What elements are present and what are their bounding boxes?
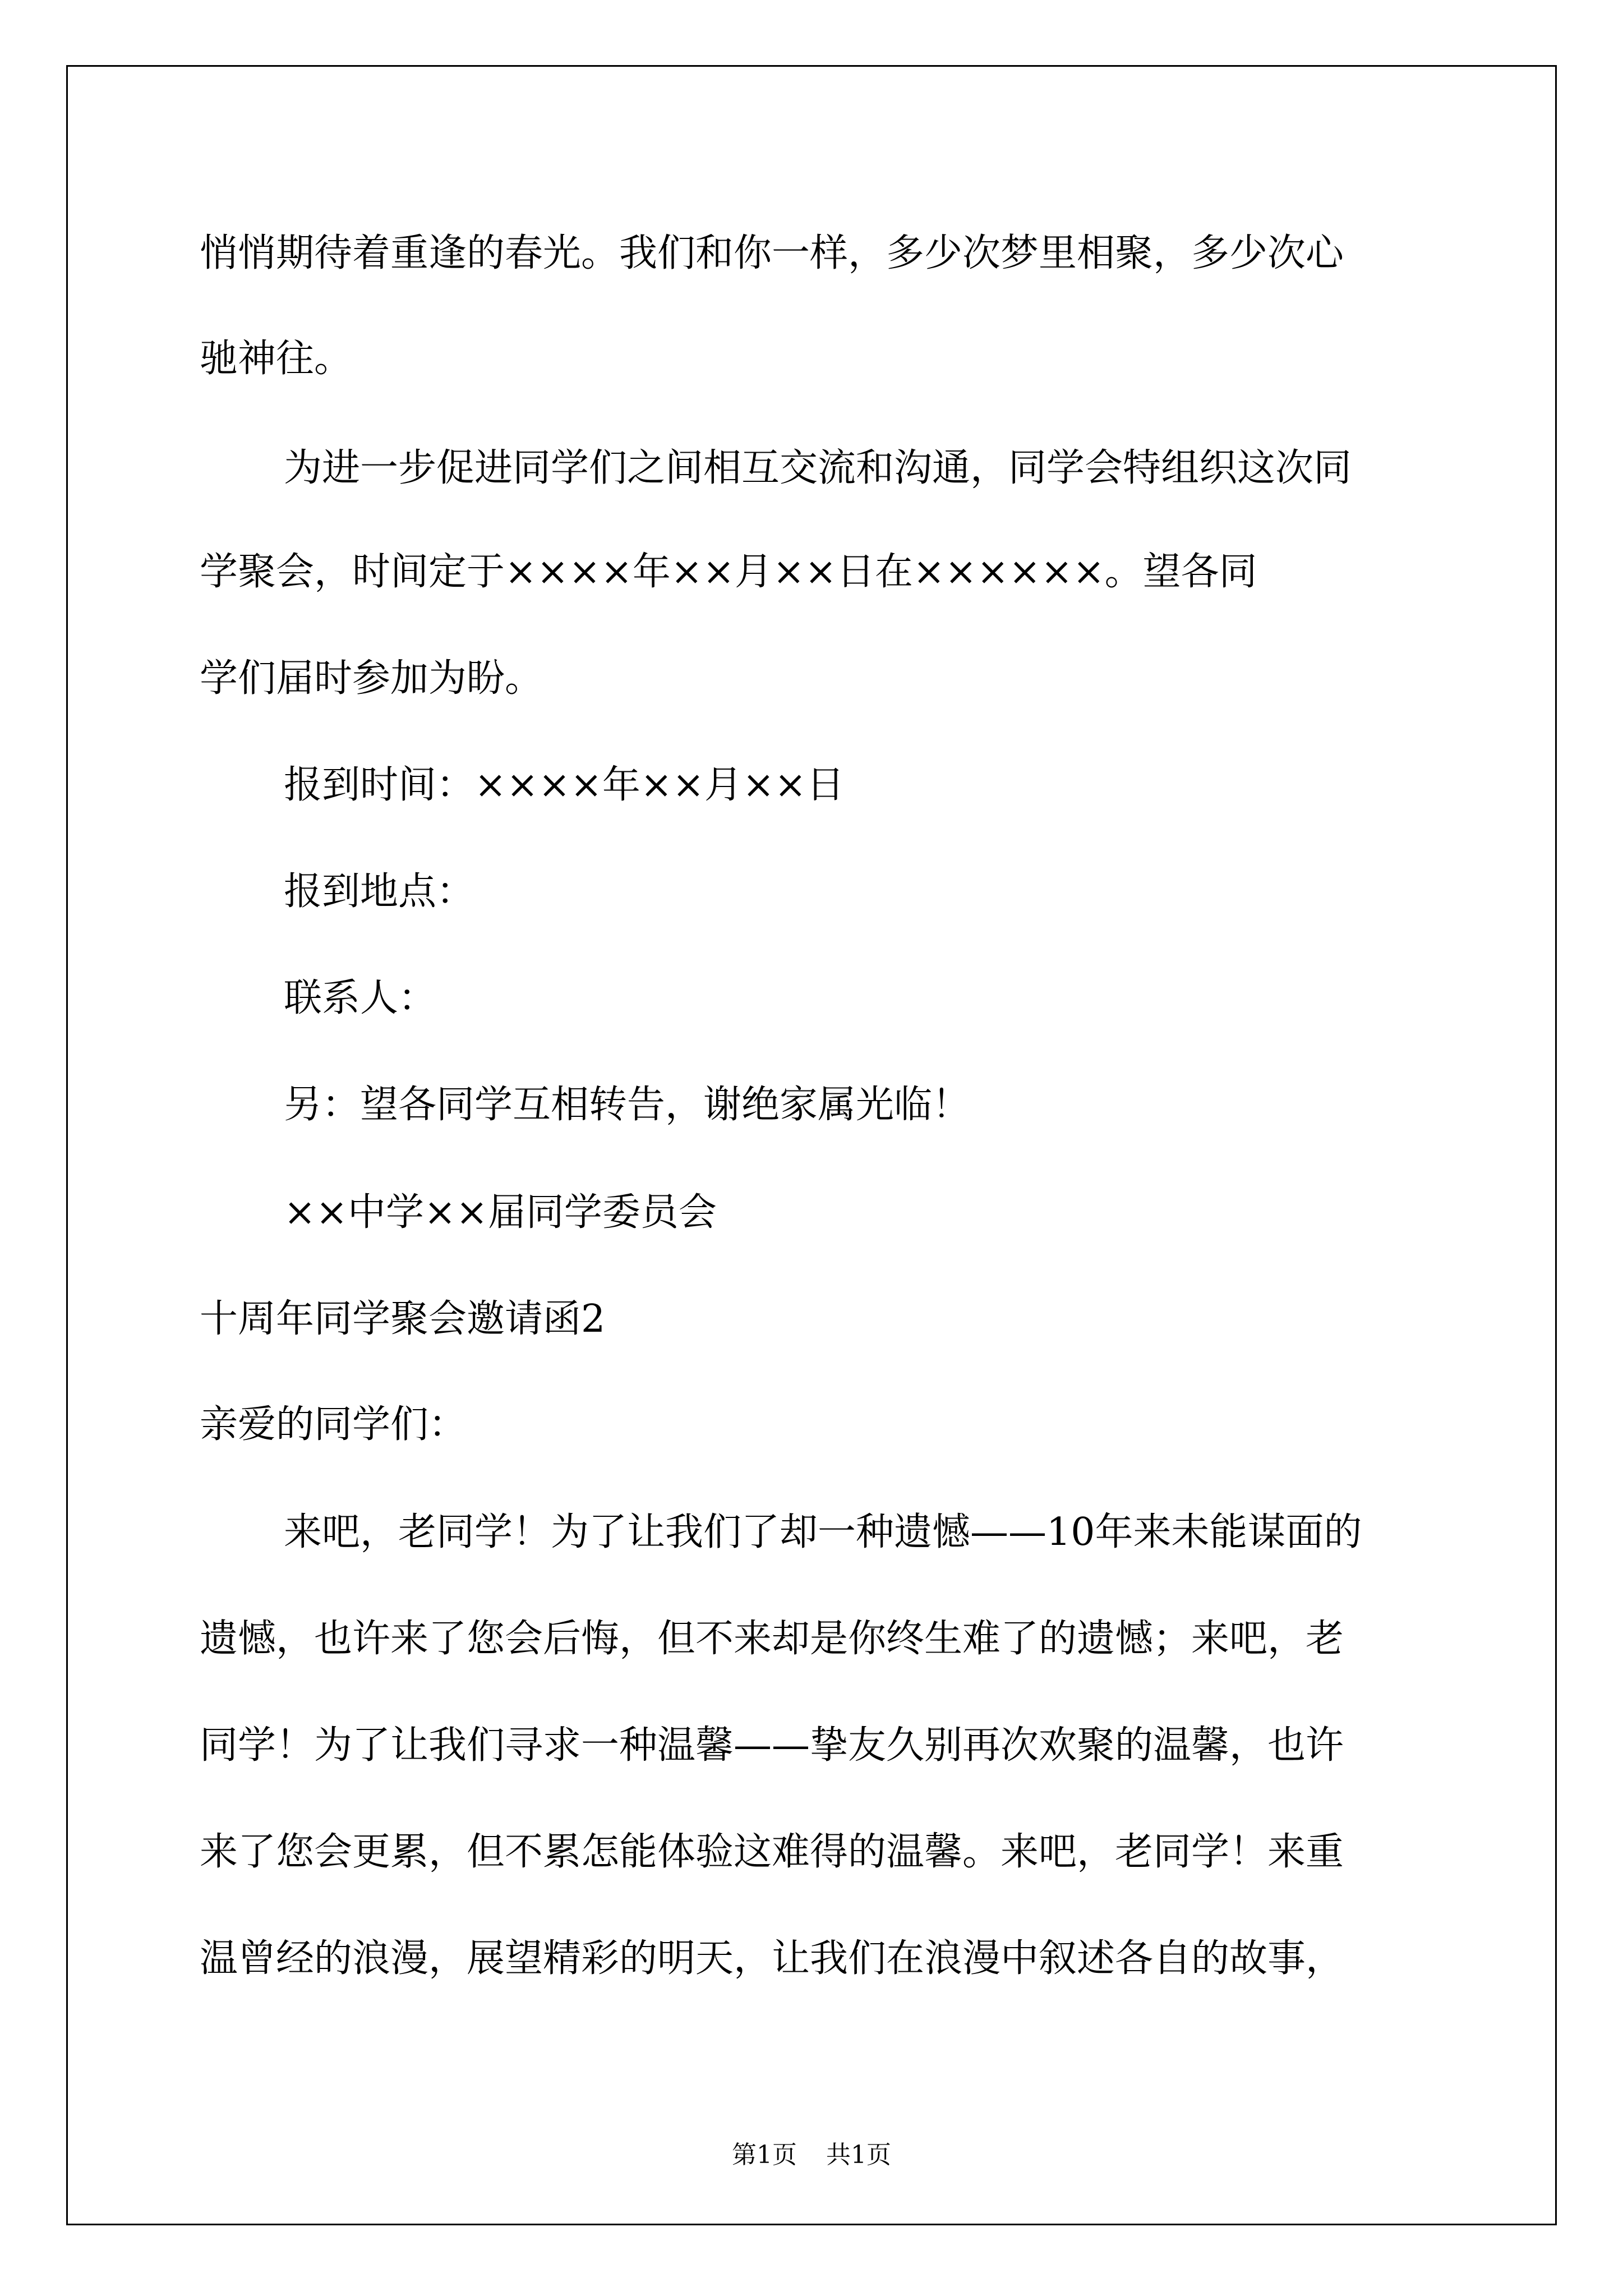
text-line: ××中学××届同学委员会 — [284, 1190, 717, 1235]
salutation: 亲爱的同学们： — [200, 1402, 467, 1447]
text-line: 温曾经的浪漫，展望精彩的明天，让我们在浪漫中叙述各自的故事， — [200, 1936, 1344, 1981]
page-footer — [0, 2139, 1623, 2171]
text-line: 遗憾，也许来了您会后悔，但不来却是你终生难了的遗憾；来吧，老 — [200, 1617, 1344, 1661]
text-line: 来了您会更累，但不累怎能体验这难得的温馨。来吧，老同学！来重 — [200, 1830, 1344, 1874]
page-total: 共1页 — [826, 2141, 891, 2169]
text-line: 报到地点： — [284, 869, 475, 914]
page-border — [66, 65, 1557, 2225]
text-line: 学聚会，时间定于××××年××月××日在××××××。望各同 — [200, 550, 1257, 594]
section-heading: 十周年同学聚会邀请函2 — [200, 1297, 606, 1341]
page-number: 第1页 — [732, 2141, 797, 2169]
text-line: 同学！为了让我们寻求一种温馨——挚友久别再次欢聚的温馨，也许 — [200, 1723, 1344, 1768]
text-line: 为进一步促进同学们之间相互交流和沟通，同学会特组织这次同 — [284, 446, 1352, 490]
text-line: 驰神往。 — [200, 337, 353, 381]
text-line: 另：望各同学互相转告，谢绝家属光临！ — [284, 1083, 971, 1127]
text-line: 报到时间：××××年××月××日 — [284, 763, 845, 807]
text-line: 来吧，老同学！为了让我们了却一种遗憾——10年来未能谋面的 — [284, 1510, 1362, 1554]
text-line: 联系人： — [284, 976, 437, 1020]
text-line: 学们届时参加为盼。 — [200, 656, 543, 701]
text-line: 悄悄期待着重逢的春光。我们和你一样，多少次梦里相聚，多少次心 — [200, 231, 1344, 275]
